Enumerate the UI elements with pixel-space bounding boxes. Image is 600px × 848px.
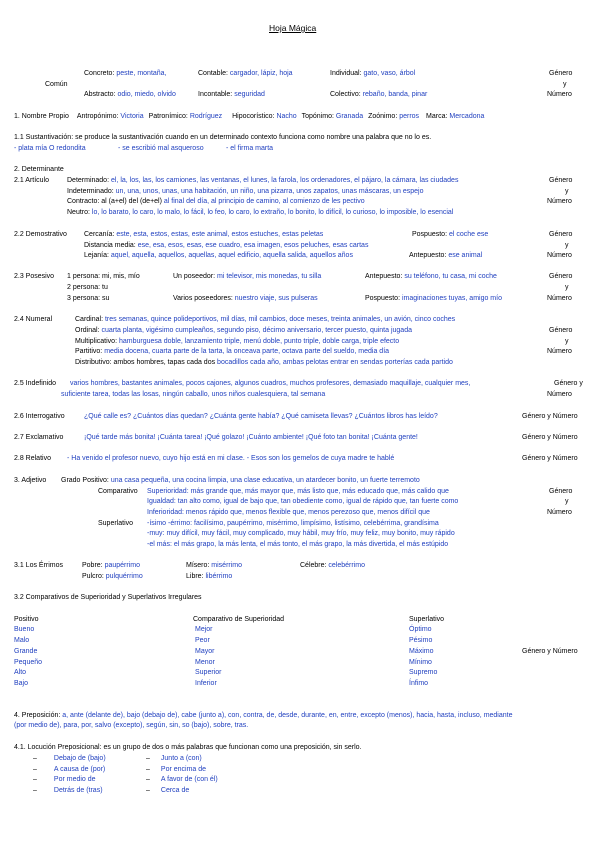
irreg-positivo: Grande — [14, 648, 38, 655]
irreg-superlativo: Máximo — [409, 648, 434, 655]
irreg-comparativo: Inferior — [195, 680, 217, 687]
determinante-heading: 2. Determinante — [14, 166, 64, 173]
sust-example-3: - el firma marta — [226, 145, 274, 152]
numeral-label: 2.4 Numeral — [14, 316, 53, 323]
noun-colectivo: Colectivo: rebaño, banda, pinar — [330, 91, 428, 98]
irreg-comparativo: Mayor — [195, 648, 215, 655]
numero-label: Número — [547, 198, 572, 205]
adjetivo-label: 3. Adjetivo — [14, 477, 47, 484]
pos-un-poseedor: Un poseedor: mi televisor, mis monedas, tu silla — [173, 273, 322, 280]
y-label: y — [565, 242, 569, 249]
art-indeterminado: Indeterminado: un, una, unos, unas, una habitación, un niño, una pizarra, unos zapatos, unas máscaras, un espejo — [67, 188, 424, 195]
gyn-label: Género y Número — [522, 434, 578, 441]
demo-pospuesto: Pospuesto: el coche ese — [412, 231, 489, 238]
noun-abstracto: Abstracto: odio, miedo, olvido — [84, 91, 176, 98]
demo-distancia: Distancia media: ese, esa, esos, esas, ese cuadro, esa imagen, esos peluches, esas cartas — [84, 242, 369, 249]
num-ordinal: Ordinal: cuarta planta, vigésimo cumpleaños, segundo piso, décimo aniversario, tercer puesto, quinta jugada — [75, 327, 412, 334]
y-label: y — [565, 284, 569, 291]
sust-example-1: - plata mía O redondita — [14, 145, 86, 152]
exclamativo-label: 2.7 Exclamativo — [14, 434, 64, 441]
numero-label: Número — [547, 391, 572, 398]
demo-lejania: Lejanía: aquel, aquella, aquellos, aquellas, aquel edificio, aquella salida, aquellos años — [84, 252, 353, 259]
pos-varios-poseedores: Varios poseedores: nuestro viaje, sus pulseras — [173, 295, 318, 302]
adj-grado-positivo: Grado Positivo: una casa pequeña, una cocina limpia, una clase educativa, un atardecer bonito, un fuerte terremoto — [61, 477, 420, 484]
err-pobre: Pobre: paupérrimo — [82, 562, 140, 569]
superl-line-3: -el más: el más grapo, la más lenta, el más tonto, el más grapo, la más divertida, el más estúpido — [147, 541, 449, 548]
numero-label: Número — [547, 252, 572, 259]
irreg-comparativo: Peor — [195, 637, 210, 644]
comp-igualdad: Igualdad: tan alto como, igual de bajo que, tan obediente como, igual de rápido que, tan fuerte como — [147, 498, 459, 505]
irreg-positivo: Bajo — [14, 680, 29, 687]
gyn-label: Género y Número — [522, 413, 578, 420]
num-partitivo: Partitivo: media docena, cuarta parte de la tarta, la onceava parte, octava parte del sueldo, media día — [75, 348, 390, 355]
posesivo-label: 2.3 Posesivo — [14, 273, 55, 280]
irreg-superlativo: Óptimo — [409, 626, 432, 633]
noun-contable: Contable: cargador, lápiz, hoja — [198, 70, 293, 77]
superl-line-2: -muy: muy difícil, muy fácil, muy complicado, muy hábil, muy frío, muy feliz, muy bonito, muy rápido — [147, 530, 455, 537]
irregulares-heading: 3.2 Comparativos de Superioridad y Superlativos Irregulares — [14, 594, 202, 601]
col-superlativo: Superlativo — [409, 616, 445, 623]
irreg-positivo: Bueno — [14, 626, 35, 633]
art-neutro: Neutro: lo, lo barato, lo caro, lo malo, lo fácil, lo feo, lo caro, lo extraño, lo bonito, lo difícil, lo curioso, lo imposible, lo esencial — [67, 209, 454, 216]
articulo-label: 2.1 Artículo — [14, 177, 50, 184]
page-title: Hoja Mágica — [269, 23, 317, 33]
irreg-comparativo: Superior — [195, 669, 222, 676]
noun-concreto: Concreto: peste, montaña, — [84, 70, 167, 77]
irreg-superlativo: Supremo — [409, 669, 438, 676]
err-misero: Mísero: misérrimo — [186, 562, 243, 569]
locucion-item-left: – Detrás de (tras) — [33, 787, 103, 794]
locucion-item-left: – Debajo de (bajo) — [33, 755, 106, 762]
locucion-line: 4.1. Locución Preposicional: es un grupo de dos o más palabras que funcionan como una preposición, sin serlo. — [14, 744, 362, 751]
pos-persona-3: 3 persona: su — [67, 295, 110, 302]
y-label: y — [563, 81, 567, 88]
indef-line-2: suficiente tarea, todas las losas, ningún caballo, unos niños cualesquiera, tal semana — [61, 391, 326, 398]
genero-label: Género — [549, 70, 573, 77]
comp-inferioridad: Inferioridad: menos rápido que, menos flexible que, menos perezoso que, menos difícil que — [147, 509, 430, 516]
exclamativo-value: ¡Qué tarde más bonita! ¡Cuánta tarea! ¡Qué golazo! ¡Cuánto ambiente! ¡Qué foto tan bonita! ¡Cuánta gente! — [84, 434, 418, 441]
y-label: y — [565, 498, 569, 505]
gyn-label: Género y Número — [522, 648, 578, 655]
nombre-propio-row: 1. Nombre Propio Antropónimo: Victoria Patronímico: Rodríguez Hipocorístico: Nacho Topónimo: Granada Zoónimo: perros Marca: Mercadona — [14, 113, 485, 120]
num-distributivo: Distributivo: ambos hombres, tapas cada dos bocadillos cada año, ambas pelotas entrar en sendas porterías cada partido — [75, 359, 453, 366]
pos-persona-2: 2 persona: tu — [67, 284, 108, 291]
indefinido-label: 2.5 Indefinido — [14, 380, 57, 387]
art-determinado: Determinado: el, la, los, las, los camiones, las ventanas, el lunes, la farola, los ordenadores, el pájaro, la cámara, las ciudades — [67, 177, 459, 184]
pos-pospuesto: Pospuesto: imaginaciones tuyas, amigo mío — [365, 295, 502, 302]
numero-label: Número — [547, 91, 572, 98]
comp-superioridad: Superioridad: más grande que, más mayor que, más listo que, más educado que, más calido que — [147, 488, 449, 495]
irreg-superlativo: Ínfimo — [409, 680, 429, 687]
numero-label: Número — [547, 295, 572, 302]
irreg-positivo: Alto — [14, 669, 27, 676]
irreg-positivo: Pequeño — [14, 659, 43, 666]
locucion-item-right: – A favor de (con él) — [146, 776, 218, 783]
pos-antepuesto: Antepuesto: su teléfono, tu casa, mi coche — [365, 273, 497, 280]
col-comparativo: Comparativo de Superioridad — [193, 616, 285, 623]
pos-persona-1: 1 persona: mi, mis, mío — [67, 273, 140, 280]
numero-label: Número — [547, 509, 572, 516]
err-pulcro: Pulcro: pulquérrimo — [82, 573, 143, 580]
irreg-superlativo: Mínimo — [409, 659, 432, 666]
superlativo-label: Superlativo — [98, 520, 134, 527]
irreg-comparativo: Menor — [195, 659, 215, 666]
irreg-positivo: Malo — [14, 637, 30, 644]
art-contracto: Contracto: al (a+el) del (de+el) al final del día, al principio de camino, al comienzo de les pectivo — [67, 198, 365, 205]
interrogativo-value: ¿Qué calle es? ¿Cuántos días quedan? ¿Cuánta gente había? ¿Qué camiseta llevas? ¿Cuántos libros has leído? — [84, 413, 438, 420]
y-label: y — [565, 188, 569, 195]
y-label: y — [565, 338, 569, 345]
err-celebre: Célebre: celebérrimo — [300, 562, 365, 569]
locucion-item-left: – Por medio de — [33, 776, 96, 783]
superl-line-1: -ísimo -érrimo: facilísimo, paupérrimo, misérrimo, limpísimo, listísimo, celebérrima, grandísima — [147, 520, 439, 527]
indef-line-1: varios hombres, bastantes animales, pocos cajones, algunos cuadros, muchos profesores, demasiado maquillaje, cualquier mes, — [70, 380, 471, 387]
locucion-item-left: – A causa de (por) — [33, 766, 106, 773]
genero-label: Género — [549, 273, 573, 280]
demo-antepuesto: Antepuesto: ese animal — [409, 252, 483, 259]
noun-incontable: Incontable: seguridad — [198, 91, 265, 98]
num-multiplicativo: Multiplicativo: hamburguesa doble, lanzamiento triple, menú doble, punto triple, doble carga, triple efecto — [75, 338, 400, 345]
comun-label: Común — [45, 81, 68, 88]
relativo-value: - Ha venido el profesor nuevo, cuyo hijo está en mi clase. - Esos son los gemelos de cuya madre te hablé — [67, 455, 395, 462]
comparativo-label: Comparativo — [98, 488, 138, 495]
irreg-comparativo: Mejor — [195, 626, 213, 633]
preposicion-line-2: (por medio de), para, por, salvo (excepto), según, sin, so (bajo), sobre, tras. — [14, 722, 249, 729]
preposicion-line-1: 4. Preposición: a, ante (delante de), bajo (debajo de), cabe (junto a), con, contra, de, desde, durante, en, entre, excepto (menos), hacia, hasta, incluso, mediante — [14, 712, 513, 719]
demo-cercania: Cercanía: este, esta, estos, estas, este animal, estos estuches, estas peletas — [84, 231, 324, 238]
genero-label: Género — [549, 327, 573, 334]
err-libre: Libre: libérrimo — [186, 573, 233, 580]
locucion-item-right: – Junto a (con) — [146, 755, 202, 762]
numero-label: Número — [547, 348, 572, 355]
num-cardinal: Cardinal: tres semanas, quince polideportivos, mil días, mil cambios, doce meses, treinta animales, un avión, cinco coches — [75, 316, 456, 323]
demostrativo-label: 2.2 Demostrativo — [14, 231, 67, 238]
relativo-label: 2.8 Relativo — [14, 455, 51, 462]
genero-y-label: Género y — [554, 380, 583, 387]
irreg-superlativo: Pésimo — [409, 637, 433, 644]
sustantivacion-text: 1.1 Sustantivación: se produce la sustantivación cuando en un determinado contexto funciona como nombre una palabra que no lo es. — [14, 134, 432, 141]
noun-individual: Individual: gato, vaso, árbol — [330, 70, 416, 77]
interrogativo-label: 2.6 Interrogativo — [14, 413, 65, 420]
sust-example-2: - se escribió mal asqueroso — [118, 145, 204, 152]
genero-label: Género — [549, 177, 573, 184]
col-positivo: Positivo — [14, 616, 39, 623]
locucion-item-right: – Por encima de — [146, 766, 207, 773]
locucion-item-right: – Cerca de — [146, 787, 190, 794]
genero-label: Género — [549, 488, 573, 495]
errimos-label: 3.1 Los Érrimos — [14, 562, 64, 569]
genero-label: Género — [549, 231, 573, 238]
gyn-label: Género y Número — [522, 455, 578, 462]
